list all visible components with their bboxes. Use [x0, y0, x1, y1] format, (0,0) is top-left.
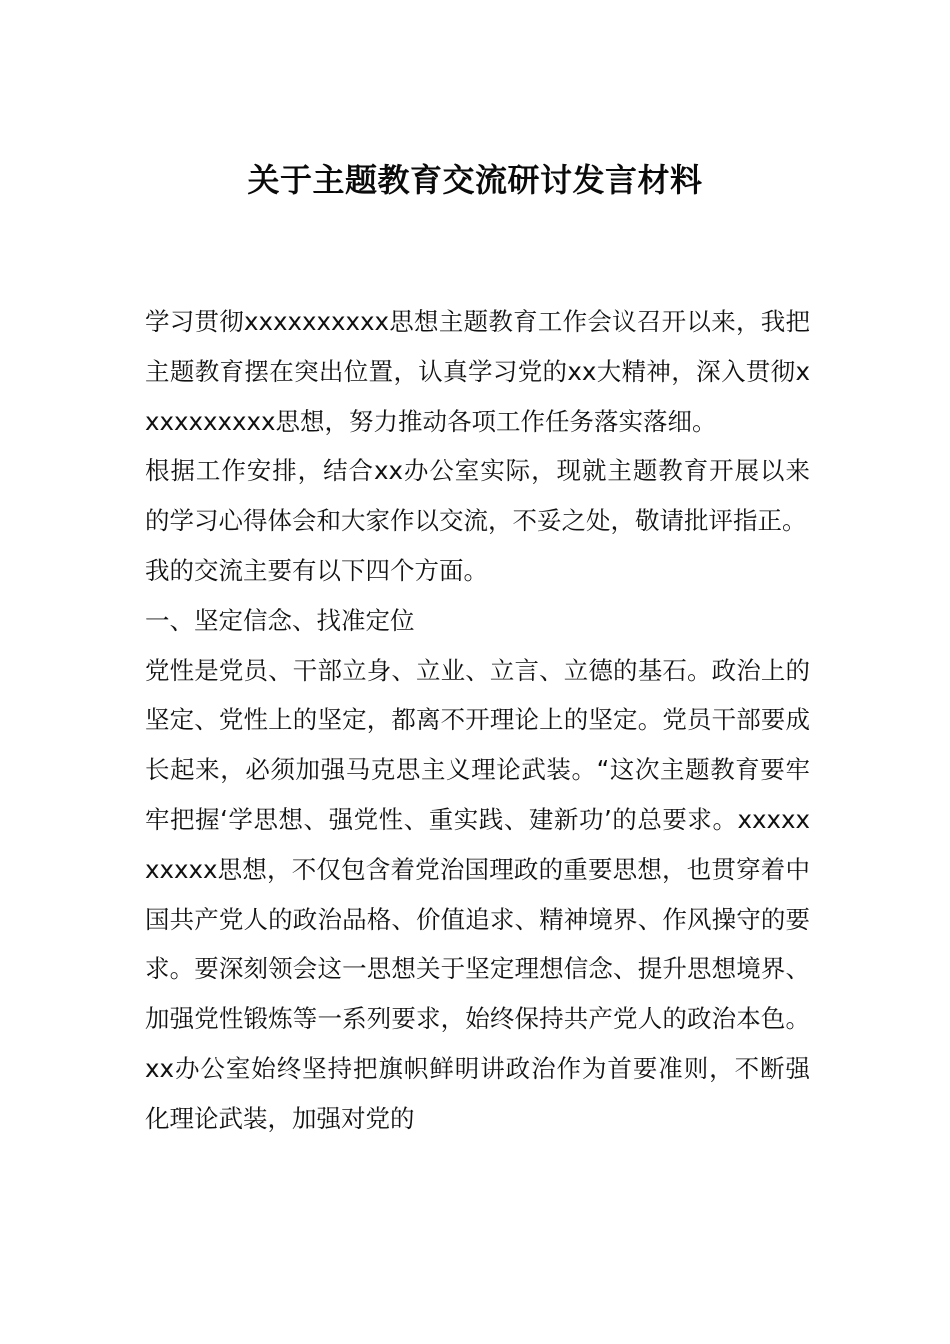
document-body [145, 297, 810, 1144]
document-title: 关于主题教育交流研讨发言材料 [247, 161, 703, 199]
paragraph-intro: 学习贯彻xxxxxxxxxx思想主题教育工作会议召开以来，我把主题教育摆在突出位置，认真学习党的xx大精神，深入贯彻xxxxxxxxxx思想，努力推动各项工作任务落实落细。 [145, 307, 810, 436]
section-heading-1: 一、坚定信念、找准定位 [145, 605, 415, 635]
paragraph-overview: 我的交流主要有以下四个方面。 [145, 555, 488, 585]
paragraph-section-1: 党性是党员、干部立身、立业、立言、立德的基石。政治上的坚定、党性上的坚定，都离不开理论上的坚定。党员干部要成长起来，必须加强马克思主义理论武装。“这次主题教育要牢牢把握‘学思想、强党性、重实践、建新功’的总要求。xxxxxxxxxx思想，不仅包含着党治国理政的重要思想，也贯穿着中国共产党人的政治品格、价值追求、精神境界、作风操守的要求。要深刻领会这一思想关于坚定理想信念、提升思想境界、加强党性锻炼等一系列要求，始终保持共产党人的政治本色。xx办公室始终坚持把旗帜鲜明讲政治作为首要准则，不断强化理论武装，加强对党的 [145, 655, 810, 1133]
paragraph-context: 根据工作安排，结合xx办公室实际，现就主题教育开展以来的学习心得体会和大家作以交流，不妥之处，敬请批评指正。 [145, 456, 810, 536]
